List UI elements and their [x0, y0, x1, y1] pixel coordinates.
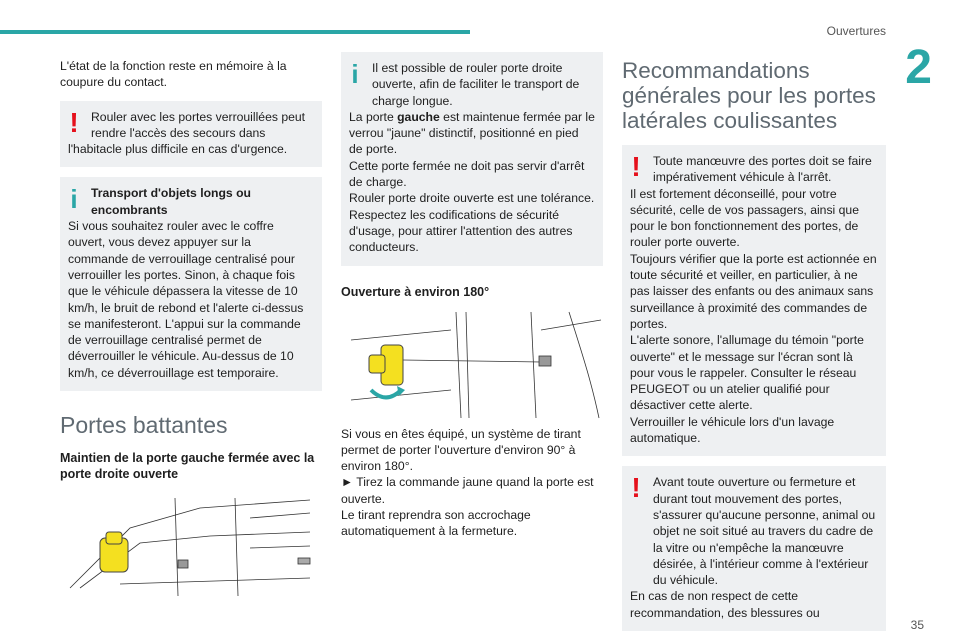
warning-box — [60, 101, 322, 168]
column-2 — [341, 58, 603, 540]
column-3 — [622, 58, 886, 631]
info-text-gauche — [349, 109, 595, 158]
warning-text-p4: L'alerte sonore, l'allumage du témoin "porte ouverte" et le message sur l'écran sont là pour vous le rappeler. Consulter le réseau PEUGEOT ou un atelier qualifié pour désactiver cette alerte. — [630, 333, 864, 413]
info-box — [341, 52, 603, 266]
column-1 — [60, 58, 322, 596]
section-heading: Recommandations générales pour les portes latérales coulissantes — [622, 58, 876, 133]
body-2: ► Tirez la commande jaune quand la porte est ouverte. — [341, 475, 594, 506]
info-icon: i — [351, 59, 359, 89]
info-text-part: La porte — [349, 109, 398, 124]
subheading: Maintien de la porte gauche fermée avec la porte droite ouverte — [60, 451, 315, 482]
info-text-bold: gauche — [397, 109, 440, 124]
body-1: Si vous en êtes équipé, un système de tirant permet de porter l'ouverture d'environ 90° à environ 180°. — [341, 426, 581, 474]
exclamation-icon: ! — [69, 106, 79, 138]
info-box — [60, 177, 322, 391]
info-text-p3: Cette porte fermée ne doit pas servir d'arrêt de charge. — [349, 158, 585, 190]
warning-text-p3: Toujours vérifier que la porte est actionnée en toute sécurité et veiller, en particulier, à ne pas laisser des enfants ou des animaux sans surveillance à proximité des commandes de portes. — [630, 251, 877, 331]
warning-text: Toute manœuvre des portes doit se faire impérativement véhicule à l'arrêt. — [653, 154, 872, 185]
door-strap-illustration — [341, 310, 603, 420]
intro-paragraph: L'état de la fonction reste en mémoire à la coupure du contact. — [60, 59, 287, 90]
body-3: Le tirant reprendra son accrochage automatiquement à la fermeture. — [341, 508, 531, 539]
chapter-number: 2 — [905, 41, 932, 94]
warning-box — [622, 466, 886, 631]
info-text-p4: Rouler porte droite ouverte est une tolérance. Respectez les codifications de sécurité d'usage, pour attirer l'attention des autres conducteurs. — [349, 191, 595, 255]
header-accent-bar — [0, 30, 470, 34]
info-icon: i — [70, 184, 78, 215]
warning-text-p2: En cas de non respect de cette recommandation, des blessures ou — [630, 589, 820, 620]
info-body: Si vous souhaitez rouler avec le coffre ouvert, vous devez appuyer sur la commande de verrouillage centralisé pour verrouiller les portes. Sinon, à chaque fois que le véhicule dépassera la vitesse de 10 km/h, le bruit de rebond et l'alerte ci-dessus se manifesteront. L'appui sur la commande de verrouillage centralisé permet de déverrouiller le véhicule. Au-dessus de 10 km/h, ce déverrouillage est temporaire. — [68, 219, 304, 380]
warning-box — [622, 145, 886, 456]
warning-text-cont: l'habitacle plus difficile en cas d'urgence. — [68, 142, 288, 157]
subheading-180: Ouverture à environ 180° — [341, 284, 490, 299]
section-title: Ouvertures — [826, 24, 886, 38]
warning-text-p5: Verrouiller le véhicule lors d'un lavage automatique. — [630, 414, 835, 446]
exclamation-icon: ! — [631, 151, 641, 182]
door-lock-illustration — [60, 488, 322, 596]
section-heading: Portes battantes — [60, 412, 228, 439]
info-text-part: est maintenue fermée par le verrou "jaune" distinctif, positionné en pied de porte. — [349, 109, 595, 157]
warning-text: Avant toute ouverture ou fermeture et durant tout mouvement des portes, s'assurer qu'aucune personne, animal ou objet ne soit situé au travers du cadre de la vitre ou n'empêche la manœuvre désirée, à l'intérieur comme à l'extérieur du véhicule. — [653, 475, 876, 588]
info-text: Il est possible de rouler porte droite ouverte, afin de faciliter le transport de charge longue. — [372, 61, 580, 108]
exclamation-icon: ! — [631, 472, 641, 504]
warning-text-p2: Il est fortement déconseillé, pour votre sécurité, celle de vos passagers, ainsi que pour le bon fonctionnement des portes, de rouler porte ouverte. — [630, 186, 859, 250]
page-number: 35 — [910, 618, 924, 632]
warning-text: Rouler avec les portes verrouillées peut rendre l'accès des secours dans — [91, 109, 306, 140]
info-title: Transport d'objets longs ou encombrants — [91, 186, 251, 217]
